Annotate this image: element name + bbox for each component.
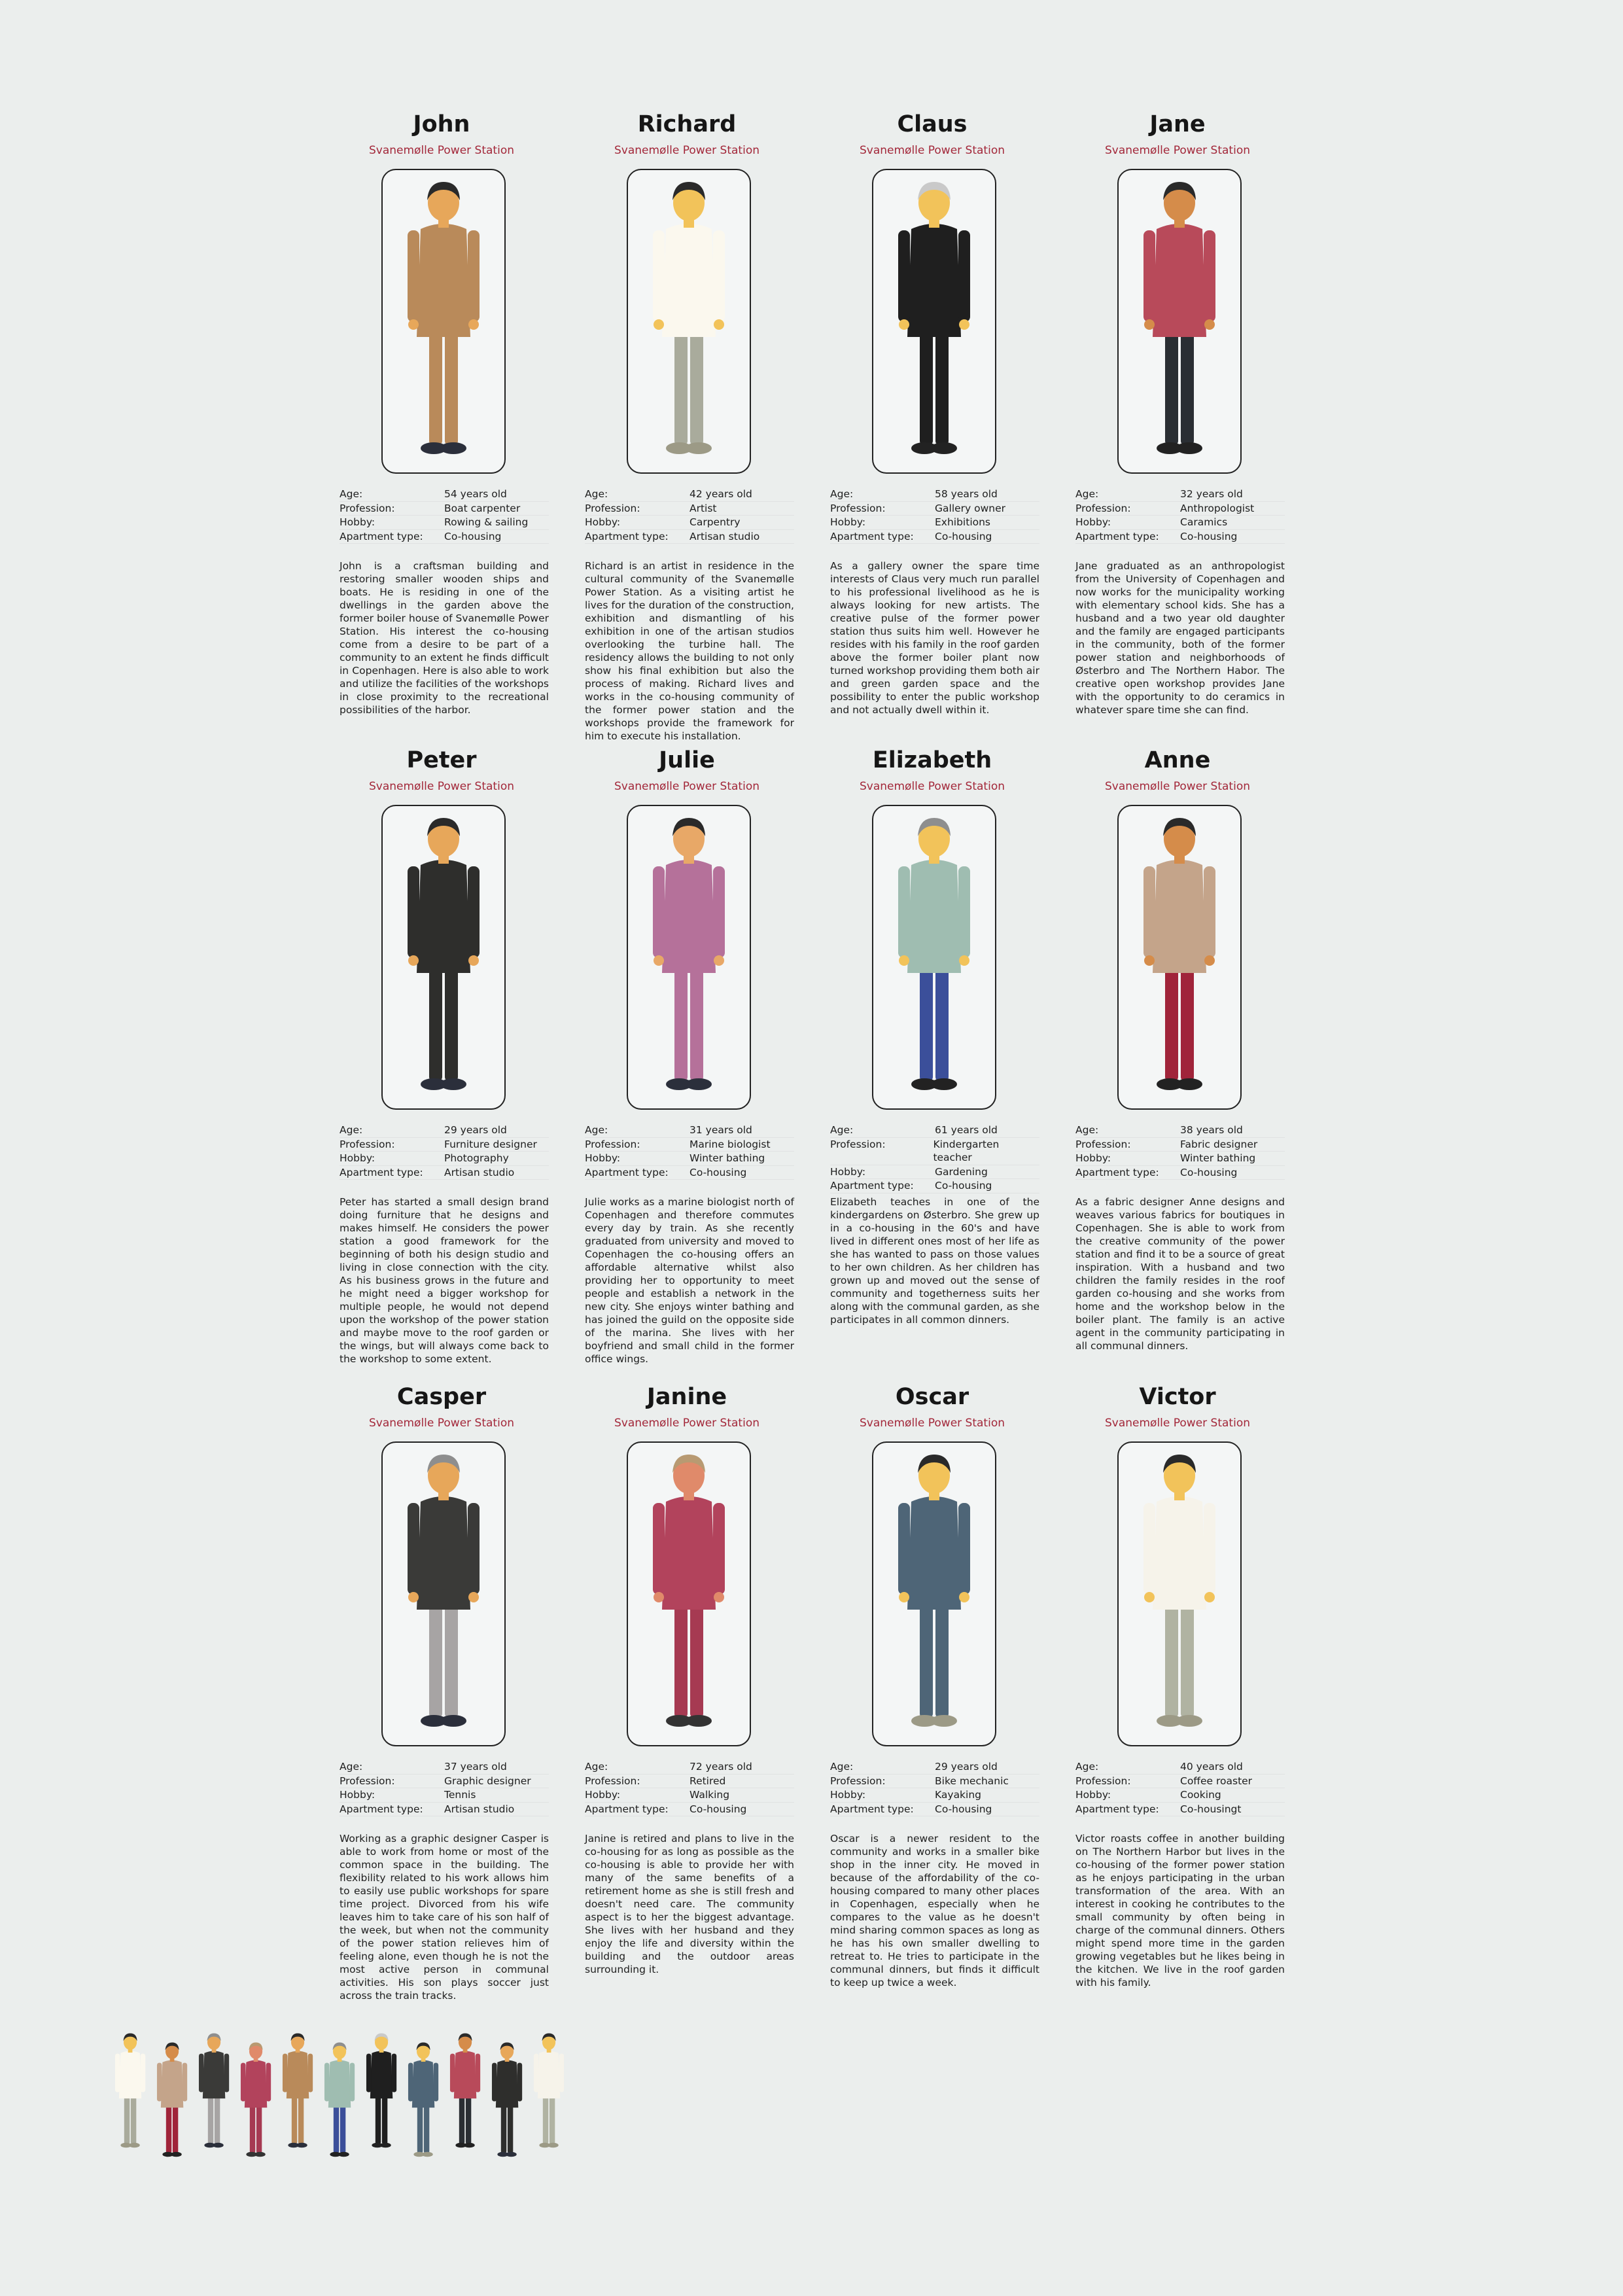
person-name: Victor — [1139, 1384, 1216, 1410]
hobby-row — [1075, 1788, 1285, 1803]
portrait-frame — [381, 805, 506, 1110]
apartment-value: Co-housing — [935, 1180, 992, 1192]
age-label: Age: — [585, 488, 608, 500]
profession-value: Furniture designer — [444, 1138, 537, 1150]
apartment-value: Co-housing — [444, 530, 502, 542]
portrait-frame — [627, 1441, 751, 1746]
apartment-row — [1075, 1803, 1285, 1817]
age-row — [340, 1123, 549, 1138]
age-row — [340, 1760, 549, 1775]
person-name: Peter — [406, 747, 477, 773]
hobby-row — [585, 1152, 794, 1166]
group-person — [241, 2043, 271, 2157]
profession-value: Marine biologist — [689, 1138, 771, 1150]
apartment-label: Apartment type: — [1075, 530, 1159, 542]
hobby-value: Carpentry — [689, 516, 741, 528]
person-bio: Elizabeth teaches in one of the kindergardens on Østerbro. She grew up in a co-housing in the 60's and have lived in different ones most of her life as she has wanted to pass on those values to her own children. As her children has grown up and moved out the sense of community and togetherness suits her along with the communal garden, as she participates in all common dinners. — [830, 1196, 1039, 1326]
person-name: Jane — [1149, 111, 1206, 137]
person-location: Svanemølle Power Station — [859, 1417, 1005, 1430]
person-info-table — [340, 1123, 549, 1180]
apartment-label: Apartment type: — [585, 530, 669, 542]
person-bio: Janine is retired and plans to live in the co-housing for as long as possible as the co-housing is able to provide her with many of the same benefits of a retirement home as she is still fresh and doesn't need care. The community aspect is to her the biggest advantage. She lives with her husband and they enjoy the life and diversity within the building and the outdoor areas surrounding it. — [585, 1833, 794, 1975]
apartment-value: Co-housing — [1180, 1166, 1238, 1178]
profession-value: Kindergarten teacher — [933, 1138, 1000, 1163]
person-info-table — [340, 1760, 549, 1816]
age-label: Age: — [585, 1761, 608, 1773]
person-illustration — [1119, 170, 1240, 472]
hobby-row — [585, 1788, 794, 1803]
apartment-row — [340, 1166, 549, 1180]
hobby-row — [1075, 516, 1285, 530]
hobby-value: Rowing & sailing — [444, 516, 529, 528]
age-label: Age: — [340, 1124, 363, 1136]
hobby-row — [830, 516, 1039, 530]
profession-label: Profession: — [830, 1775, 886, 1787]
profession-row — [1075, 1138, 1285, 1152]
person-info-table — [585, 487, 794, 544]
person-name: John — [413, 111, 470, 137]
portrait-frame — [1117, 1441, 1242, 1746]
profession-label: Profession: — [585, 1775, 640, 1787]
portrait-frame — [1117, 169, 1242, 474]
portrait-frame — [627, 805, 751, 1110]
apartment-value: Co-housing — [689, 1803, 747, 1815]
person-name: Claus — [897, 111, 968, 137]
age-row — [1075, 487, 1285, 502]
profession-value: Graphic designer — [444, 1775, 531, 1787]
hobby-row — [830, 1788, 1039, 1803]
group-person — [324, 2043, 355, 2157]
group-person — [492, 2043, 522, 2157]
apartment-row — [1075, 530, 1285, 544]
portrait-frame — [872, 1441, 996, 1746]
group-person — [408, 2043, 438, 2157]
person-location: Svanemølle Power Station — [368, 1417, 514, 1430]
hobby-label: Hobby: — [585, 516, 621, 528]
hobby-value: Exhibitions — [935, 516, 991, 528]
person-info-table — [830, 487, 1039, 544]
person-info-table — [340, 487, 549, 544]
resident-group-illustration — [98, 2015, 582, 2251]
hobby-label: Hobby: — [1075, 516, 1111, 528]
person-location: Svanemølle Power Station — [1104, 144, 1250, 157]
age-row — [830, 1760, 1039, 1775]
profession-row — [830, 1138, 1039, 1165]
profession-label: Profession: — [585, 502, 640, 514]
profession-row — [1075, 1775, 1285, 1789]
profession-value: Gallery owner — [935, 502, 1006, 514]
hobby-label: Hobby: — [830, 516, 866, 528]
age-label: Age: — [830, 488, 854, 500]
person-info-table — [585, 1760, 794, 1816]
profession-row — [585, 1775, 794, 1789]
apartment-row — [830, 1179, 1039, 1193]
apartment-label: Apartment type: — [830, 530, 914, 542]
age-label: Age: — [585, 1124, 608, 1136]
person-illustration — [383, 806, 504, 1108]
apartment-value: Artisan studio — [444, 1166, 515, 1178]
age-label: Age: — [1075, 1124, 1099, 1136]
person-name: Anne — [1144, 747, 1211, 773]
age-row — [585, 1123, 794, 1138]
profession-value: Bike mechanic — [935, 1775, 1009, 1787]
age-value: 58 years old — [935, 488, 998, 500]
apartment-label: Apartment type: — [340, 530, 423, 542]
profession-value: Coffee roaster — [1180, 1775, 1253, 1787]
person-name: Julie — [659, 747, 715, 773]
age-label: Age: — [1075, 488, 1099, 500]
person-info-table — [830, 1123, 1039, 1193]
person-illustration — [628, 1443, 750, 1745]
apartment-label: Apartment type: — [340, 1166, 423, 1178]
age-value: 54 years old — [444, 488, 507, 500]
profession-row — [830, 502, 1039, 516]
person-bio: Jane graduated as an anthropologist from the University of Copenhagen and now works for the municipality working with elementary school kids. She has a husband and a two year old daughter and the family are engaged participants in the community, both of the former power station and neighborhoods of Østerbro and The Northern Habor. The creative open workshop provides Jane with the opportunity to do ceramics in whatever spare time she can find. — [1075, 560, 1285, 716]
apartment-value: Artisan studio — [689, 530, 760, 542]
hobby-row — [830, 1165, 1039, 1180]
age-label: Age: — [1075, 1761, 1099, 1773]
hobby-value: Caramics — [1180, 516, 1228, 528]
person-illustration — [628, 170, 750, 472]
apartment-value: Co-housing — [935, 1803, 992, 1815]
person-name: Oscar — [895, 1384, 969, 1410]
profession-label: Profession: — [1075, 1775, 1131, 1787]
apartment-row — [830, 1803, 1039, 1817]
apartment-label: Apartment type: — [830, 1180, 914, 1192]
hobby-label: Hobby: — [340, 516, 375, 528]
person-bio: Richard is an artist in residence in the cultural community of the Svanemølle Power Station. As a visiting artist he lives for the duration of the construction, exhibition and dismantling of his exhibition in one of the artisan studios overlooking the turbine hall. The residency allows the building to not only show his final exhibition but also the process of making. Richard lives and works in the co-housing community of the former power station and the workshops provide the framework for him to execute his installation. — [585, 560, 794, 742]
age-value: 72 years old — [689, 1761, 752, 1773]
person-bio: Victor roasts coffee in another building on The Northern Harbor but lives in the co-housing of the former power station as he enjoys participating in the urban transformation of the area. With an interest in cooking he contributes to the small community by often being in charge of the communal dinners. Others might spend more time in the garden growing vegetables but he likes being in the kitchen. We live in the roof garden with his family. — [1075, 1833, 1285, 1988]
age-value: 38 years old — [1180, 1124, 1243, 1136]
hobby-label: Hobby: — [830, 1789, 866, 1801]
hobby-value: Gardening — [935, 1165, 988, 1178]
apartment-row — [585, 530, 794, 544]
apartment-row — [340, 530, 549, 544]
hobby-value: Kayaking — [935, 1789, 982, 1801]
profession-row — [340, 502, 549, 516]
person-location: Svanemølle Power Station — [1104, 1417, 1250, 1430]
person-bio: Peter has started a small design brand doing furniture that he designs and makes himself. He considers the power station a good framework for the beginning of both his design studio and living in close connection with the city. As his business grows in the future and he might need a bigger workshop for multiple people, he would not depend upon the workshop of the power station and maybe move to the roof garden or the wings, but will always come back to the workshop to some extent. — [340, 1196, 549, 1365]
person-bio: As a fabric designer Anne designs and weaves various fabrics for boutiques in Copenhagen. She is able to work from the creative community of the power station and find it to be a source of great inspiration. With a husband and two children the family resides in the roof garden co-housing and she works from home and the workshop below in the boiler plant. The family is an active agent in the community participating in all communal dinners. — [1075, 1196, 1285, 1352]
person-name: Janine — [646, 1384, 727, 1410]
person-illustration — [628, 806, 750, 1108]
profession-label: Profession: — [1075, 502, 1131, 514]
apartment-value: Co-housingt — [1180, 1803, 1242, 1815]
person-location: Svanemølle Power Station — [1104, 780, 1250, 793]
hobby-label: Hobby: — [1075, 1152, 1111, 1164]
age-label: Age: — [340, 1761, 363, 1773]
hobby-label: Hobby: — [585, 1152, 621, 1164]
hobby-value: Winter bathing — [689, 1152, 765, 1164]
age-row — [585, 1760, 794, 1775]
profession-value: Artist — [689, 502, 717, 514]
portrait-frame — [872, 805, 996, 1110]
apartment-row — [585, 1803, 794, 1817]
age-label: Age: — [340, 488, 363, 500]
person-name: Casper — [396, 1384, 487, 1410]
age-row — [1075, 1123, 1285, 1138]
hobby-value: Photography — [444, 1152, 509, 1164]
person-illustration — [1119, 806, 1240, 1108]
profession-row — [585, 502, 794, 516]
person-info-table — [585, 1123, 794, 1180]
hobby-row — [340, 516, 549, 530]
person-location: Svanemølle Power Station — [614, 144, 759, 157]
profession-row — [585, 1138, 794, 1152]
profession-label: Profession: — [340, 1138, 395, 1150]
person-illustration — [383, 170, 504, 472]
apartment-row — [340, 1803, 549, 1817]
hobby-value: Winter bathing — [1180, 1152, 1256, 1164]
profession-label: Profession: — [830, 1138, 886, 1150]
apartment-value: Co-housing — [1180, 530, 1238, 542]
age-row — [340, 487, 549, 502]
apartment-value: Co-housing — [935, 530, 992, 542]
age-value: 32 years old — [1180, 488, 1243, 500]
profession-value: Fabric designer — [1180, 1138, 1258, 1150]
person-bio: John is a craftsman building and restoring smaller wooden ships and boats. He is residing in one of the dwellings in the garden above the former boiler house of Svanemølle Power Station. His interest the co-housing come from a desire to be part of a community to an extent he finds difficult in Copenhagen. Here is also able to work and utilize the facilities of the workshops in close proximity to the recreational possibilities of the harbor. — [340, 560, 549, 716]
person-info-table — [830, 1760, 1039, 1816]
group-person — [450, 2034, 480, 2148]
apartment-label: Apartment type: — [585, 1166, 669, 1178]
hobby-value: Tennis — [444, 1789, 476, 1801]
age-value: 42 years old — [689, 488, 752, 500]
apartment-label: Apartment type: — [830, 1803, 914, 1815]
hobby-label: Hobby: — [340, 1789, 375, 1801]
hobby-label: Hobby: — [340, 1152, 375, 1164]
group-person — [115, 2034, 145, 2148]
hobby-label: Hobby: — [585, 1789, 621, 1801]
apartment-value: Artisan studio — [444, 1803, 515, 1815]
profession-label: Profession: — [1075, 1138, 1131, 1150]
group-person — [534, 2034, 564, 2148]
person-location: Svanemølle Power Station — [859, 780, 1005, 793]
profession-value: Retired — [689, 1775, 726, 1787]
portrait-frame — [381, 169, 506, 474]
profession-row — [1075, 502, 1285, 516]
person-illustration — [873, 806, 995, 1108]
age-value: 37 years old — [444, 1761, 507, 1773]
age-value: 61 years old — [935, 1124, 998, 1136]
age-row — [1075, 1760, 1285, 1775]
apartment-row — [585, 1166, 794, 1180]
age-value: 29 years old — [444, 1124, 507, 1136]
apartment-row — [1075, 1166, 1285, 1180]
hobby-value: Walking — [689, 1789, 730, 1801]
person-location: Svanemølle Power Station — [859, 144, 1005, 157]
person-location: Svanemølle Power Station — [368, 780, 514, 793]
profession-label: Profession: — [340, 1775, 395, 1787]
age-label: Age: — [830, 1761, 854, 1773]
profession-row — [340, 1775, 549, 1789]
hobby-row — [1075, 1152, 1285, 1166]
profession-row — [830, 1775, 1039, 1789]
person-info-table — [1075, 487, 1285, 544]
person-bio: Working as a graphic designer Casper is able to work from home or most of the common space in the building. The flexibility related to his work allows him to easily use public workshops for spare time project. Divorced from his wife leaves him to take care of his son half of the week, but when not the community of the power station relieves him of feeling alone, even though he is not the most active person in communal activities. His son plays soccer just across the train tracks. — [340, 1833, 549, 2002]
person-bio: Julie works as a marine biologist north of Copenhagen and therefore commutes every day by train. As she recently graduated from university and moved to Copenhagen the co-housing offers an affordable alternative whilst also providing her to opportunity to meet people and establish a network in the new city. She enjoys winter bathing and has joined the guild on the opposite side of the marina. She lives with her boyfriend and small child in the former office wings. — [585, 1196, 794, 1365]
group-person — [199, 2034, 229, 2148]
apartment-value: Co-housing — [689, 1166, 747, 1178]
apartment-label: Apartment type: — [585, 1803, 669, 1815]
person-info-table — [1075, 1123, 1285, 1180]
hobby-row — [340, 1152, 549, 1166]
hobby-value: Cooking — [1180, 1789, 1221, 1801]
apartment-row — [830, 530, 1039, 544]
profession-row — [340, 1138, 549, 1152]
person-illustration — [873, 1443, 995, 1745]
group-person — [157, 2043, 187, 2157]
profession-label: Profession: — [585, 1138, 640, 1150]
person-name: Elizabeth — [872, 747, 992, 773]
portrait-frame — [1117, 805, 1242, 1110]
person-location: Svanemølle Power Station — [614, 780, 759, 793]
apartment-label: Apartment type: — [1075, 1803, 1159, 1815]
apartment-label: Apartment type: — [1075, 1166, 1159, 1178]
group-person — [283, 2034, 313, 2148]
portrait-frame — [381, 1441, 506, 1746]
person-bio: Oscar is a newer resident to the community and works in a smaller bike shop in the inner city. He moved in because of the affordability of the co-housing compared to many other places in Copenhagen, especially when he compares to the value as he doesn't mind sharing common spaces as long as he has his own smaller dwelling to retreat to. He tries to participate in the communal dinners, but finds it difficult to keep up twice a week. — [830, 1833, 1039, 1988]
person-info-table — [1075, 1760, 1285, 1816]
profession-value: Anthropologist — [1180, 502, 1255, 514]
group-person — [366, 2034, 396, 2148]
person-name: Richard — [637, 111, 737, 137]
hobby-row — [585, 516, 794, 530]
age-row — [830, 1123, 1039, 1138]
age-value: 31 years old — [689, 1124, 752, 1136]
profession-label: Profession: — [340, 502, 395, 514]
age-label: Age: — [830, 1124, 854, 1136]
hobby-row — [340, 1788, 549, 1803]
age-row — [830, 487, 1039, 502]
hobby-label: Hobby: — [1075, 1789, 1111, 1801]
person-location: Svanemølle Power Station — [368, 144, 514, 157]
profession-value: Boat carpenter — [444, 502, 521, 514]
age-row — [585, 487, 794, 502]
apartment-label: Apartment type: — [340, 1803, 423, 1815]
person-location: Svanemølle Power Station — [614, 1417, 759, 1430]
person-illustration — [383, 1443, 504, 1745]
portrait-frame — [872, 169, 996, 474]
hobby-label: Hobby: — [830, 1165, 866, 1178]
portrait-frame — [627, 169, 751, 474]
profession-label: Profession: — [830, 502, 886, 514]
age-value: 29 years old — [935, 1761, 998, 1773]
person-bio: As a gallery owner the spare time interests of Claus very much run parallel to his professional livelihood as he is always looking for new artists. The creative pulse of the former power station thus suits him well. However he resides with his family in the roof garden above the former boiler plant now turned workshop providing them both air and green garden space and the possibility to enter the public workshop and not actually dwell within it. — [830, 560, 1039, 716]
person-illustration — [873, 170, 995, 472]
age-value: 40 years old — [1180, 1761, 1243, 1773]
person-illustration — [1119, 1443, 1240, 1745]
